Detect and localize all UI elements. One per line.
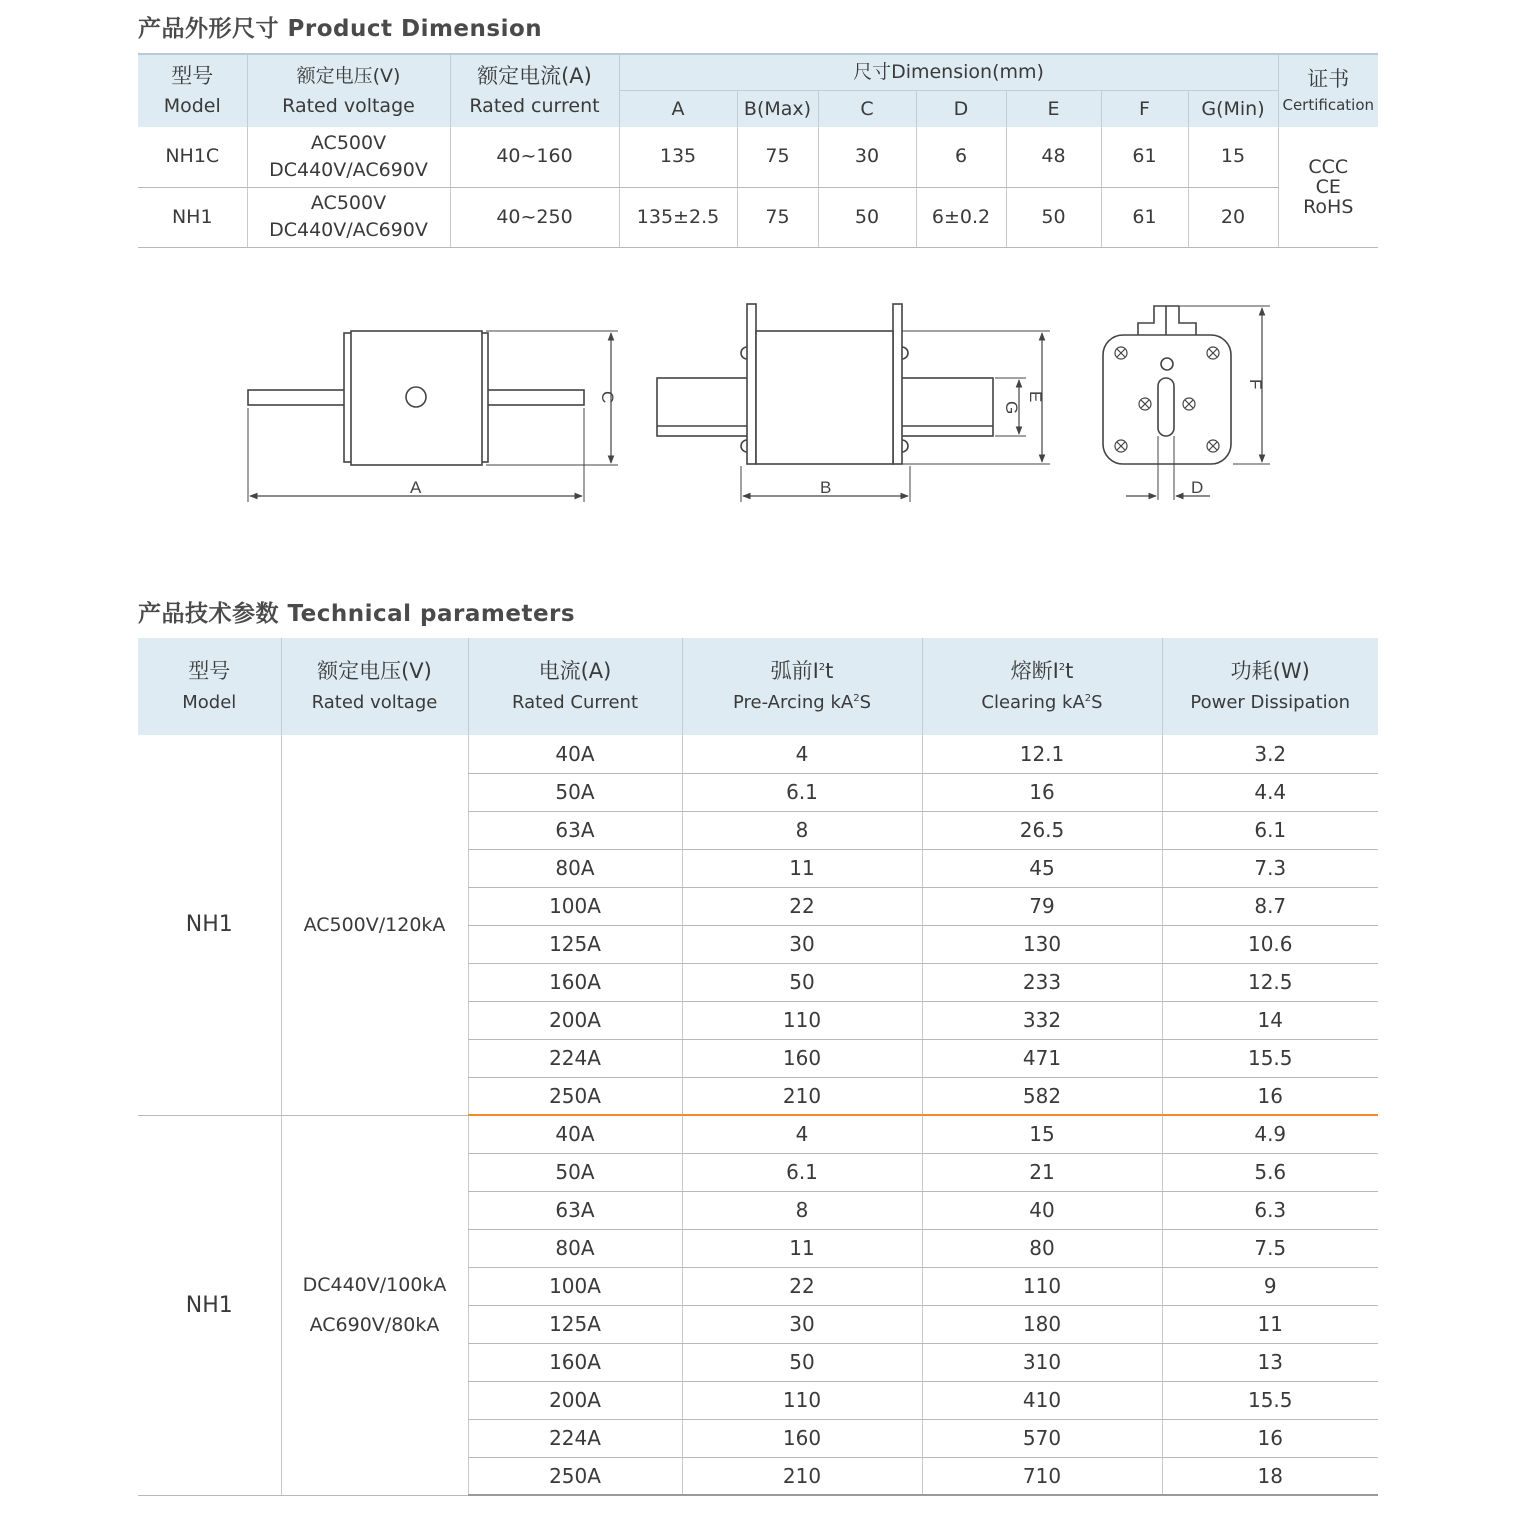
clearing-cell: 570: [922, 1419, 1162, 1457]
power-cell: 10.6: [1162, 925, 1378, 963]
clearing-cell: 180: [922, 1305, 1162, 1343]
current-cell: 160A: [468, 963, 682, 1001]
clearing-cell: 26.5: [922, 811, 1162, 849]
clearing-cell: 130: [922, 925, 1162, 963]
table-row: [138, 735, 1378, 773]
power-cell: 13: [1162, 1343, 1378, 1381]
header-power-dissipation: 功耗(W) Power Dissipation: [1162, 638, 1378, 735]
header-certification: 证书 Certification: [1278, 54, 1378, 127]
dim-cell: 6±0.2: [916, 187, 1006, 247]
dim-cell: 75: [737, 127, 818, 187]
clearing-cell: 80: [922, 1229, 1162, 1267]
dim-cell: 6: [916, 127, 1006, 187]
label-dim-e: E: [1026, 391, 1045, 403]
power-cell: 11: [1162, 1305, 1378, 1343]
current-cell: 125A: [468, 925, 682, 963]
clearing-cell: 471: [922, 1039, 1162, 1077]
power-cell: 9: [1162, 1267, 1378, 1305]
clearing-cell: 45: [922, 849, 1162, 887]
dim-cell: 61: [1101, 127, 1188, 187]
header-dim-b: B(Max): [737, 90, 818, 127]
current-cell: 200A: [468, 1001, 682, 1039]
current-cell: 50A: [468, 773, 682, 811]
current-cell: 200A: [468, 1381, 682, 1419]
front-view-drawing: [248, 331, 618, 502]
voltage-line: AC690V/80kA: [309, 1314, 440, 1336]
header-clearing: 熔断$I^2t$ Clearing $kA^2S$: [922, 638, 1162, 735]
clearing-cell: 710: [922, 1457, 1162, 1495]
power-cell: 15.5: [1162, 1381, 1378, 1419]
clearing-cell: 12.1: [922, 735, 1162, 773]
power-cell: 16: [1162, 1419, 1378, 1457]
header-rated-voltage: 额定电压(V) Rated voltage: [281, 638, 468, 735]
current-cell: 40~250: [450, 187, 619, 247]
current-cell: 50A: [468, 1153, 682, 1191]
header-rated-current: 电流(A) Rated Current: [468, 638, 682, 735]
header-dim-g: G(Min): [1188, 90, 1278, 127]
power-cell: 6.3: [1162, 1191, 1378, 1229]
current-cell: 250A: [468, 1457, 682, 1495]
power-cell: 3.2: [1162, 735, 1378, 773]
voltage-cell: AC500V DC440V/AC690V: [247, 127, 450, 187]
header-dim-f: F: [1101, 90, 1188, 127]
pre-arcing-cell: 4: [682, 735, 922, 773]
pre-arcing-cell: 6.1: [682, 773, 922, 811]
power-cell: 14: [1162, 1001, 1378, 1039]
cert-rohs: RoHS: [1303, 195, 1354, 218]
pre-arcing-cell: 8: [682, 811, 922, 849]
clearing-cell: 310: [922, 1343, 1162, 1381]
clearing-cell: 332: [922, 1001, 1162, 1039]
voltage-cell: [281, 1115, 468, 1495]
clearing-cell: 16: [922, 773, 1162, 811]
current-cell: 63A: [468, 811, 682, 849]
pre-arcing-cell: 110: [682, 1001, 922, 1039]
clearing-cell: 582: [922, 1077, 1162, 1115]
dim-cell: 75: [737, 187, 818, 247]
pre-arcing-cell: 22: [682, 1267, 922, 1305]
pre-arcing-cell: 160: [682, 1419, 922, 1457]
power-cell: 12.5: [1162, 963, 1378, 1001]
dimension-section-title: 产品外形尺寸 Product Dimension: [138, 16, 543, 42]
label-dim-g: G: [1002, 401, 1021, 415]
header-rated-voltage: 额定电压(V) Rated voltage: [247, 54, 450, 127]
current-cell: 224A: [468, 1419, 682, 1457]
current-cell: 160A: [468, 1343, 682, 1381]
current-cell: 224A: [468, 1039, 682, 1077]
clearing-cell: 110: [922, 1267, 1162, 1305]
label-dim-b: B: [820, 478, 832, 497]
clearing-cell: 410: [922, 1381, 1162, 1419]
dim-cell: 30: [818, 127, 916, 187]
pre-arcing-cell: 50: [682, 963, 922, 1001]
table-row: [138, 1115, 1378, 1153]
dim-cell: 48: [1006, 127, 1101, 187]
current-cell: 100A: [468, 1267, 682, 1305]
voltage-cell: [281, 735, 468, 1115]
power-cell: 4.4: [1162, 773, 1378, 811]
cert-ce: CE: [1315, 175, 1341, 198]
clearing-cell: 40: [922, 1191, 1162, 1229]
pre-arcing-cell: 8: [682, 1191, 922, 1229]
power-cell: 15.5: [1162, 1039, 1378, 1077]
current-cell: 80A: [468, 1229, 682, 1267]
label-dim-f: F: [1246, 379, 1265, 390]
dim-cell: 50: [1006, 187, 1101, 247]
power-cell: 18: [1162, 1457, 1378, 1495]
power-cell: 8.7: [1162, 887, 1378, 925]
voltage-line: AC500V/120kA: [303, 913, 446, 936]
pre-arcing-cell: 210: [682, 1077, 922, 1115]
current-cell: 250A: [468, 1077, 682, 1115]
certification-cell: [1278, 127, 1378, 247]
current-cell: 40A: [468, 735, 682, 773]
power-cell: 16: [1162, 1077, 1378, 1115]
pre-arcing-cell: 30: [682, 925, 922, 963]
dim-cell: 15: [1188, 127, 1278, 187]
table-row: [138, 127, 1378, 187]
pre-arcing-cell: 11: [682, 849, 922, 887]
label-dim-d: D: [1191, 478, 1204, 497]
current-cell: 80A: [468, 849, 682, 887]
dim-cell: 135±2.5: [619, 187, 737, 247]
pre-arcing-cell: 50: [682, 1343, 922, 1381]
clearing-cell: 233: [922, 963, 1162, 1001]
header-dimension: 尺寸Dimension(mm): [619, 54, 1278, 90]
label-dim-a: A: [410, 478, 422, 497]
clearing-cell: 79: [922, 887, 1162, 925]
header-dim-c: C: [818, 90, 916, 127]
pre-arcing-cell: 22: [682, 887, 922, 925]
table-row: [138, 187, 1378, 247]
power-cell: 6.1: [1162, 811, 1378, 849]
current-cell: 125A: [468, 1305, 682, 1343]
clearing-cell: 15: [922, 1115, 1162, 1153]
side-view-drawing: [657, 304, 1050, 502]
end-view-drawing: [1103, 306, 1270, 500]
voltage-line: DC440V/100kA: [302, 1274, 447, 1296]
dim-cell: 20: [1188, 187, 1278, 247]
dimension-table: [138, 53, 1378, 248]
pre-arcing-cell: 6.1: [682, 1153, 922, 1191]
dim-cell: 135: [619, 127, 737, 187]
pre-arcing-cell: 4: [682, 1115, 922, 1153]
label-dim-c: C: [598, 391, 617, 404]
power-cell: 4.9: [1162, 1115, 1378, 1153]
clearing-cell: 21: [922, 1153, 1162, 1191]
header-model: 型号 Model: [138, 54, 247, 127]
pre-arcing-cell: 160: [682, 1039, 922, 1077]
header-dim-e: E: [1006, 90, 1101, 127]
fuse-dimension-drawings: [0, 290, 1516, 520]
header-dim-a: A: [619, 90, 737, 127]
dim-cell: 61: [1101, 187, 1188, 247]
power-cell: 7.5: [1162, 1229, 1378, 1267]
model-cell: NH1: [138, 187, 247, 247]
pre-arcing-cell: 30: [682, 1305, 922, 1343]
voltage-cell: AC500V DC440V/AC690V: [247, 187, 450, 247]
current-cell: 40A: [468, 1115, 682, 1153]
header-rated-current: 额定电流(A) Rated current: [450, 54, 619, 127]
header-dim-d: D: [916, 90, 1006, 127]
power-cell: 7.3: [1162, 849, 1378, 887]
header-pre-arcing: 弧前$I^2t$ Pre-Arcing $kA^2S$: [682, 638, 922, 735]
model-cell: NH1: [138, 1115, 281, 1495]
pre-arcing-cell: 210: [682, 1457, 922, 1495]
header-model: 型号 Model: [138, 638, 281, 735]
current-cell: 63A: [468, 1191, 682, 1229]
power-cell: 5.6: [1162, 1153, 1378, 1191]
technical-parameters-table: [138, 638, 1378, 1496]
current-cell: 100A: [468, 887, 682, 925]
pre-arcing-cell: 11: [682, 1229, 922, 1267]
cert-ccc: CCC: [1308, 155, 1349, 178]
current-cell: 40~160: [450, 127, 619, 187]
pre-arcing-cell: 110: [682, 1381, 922, 1419]
dim-cell: 50: [818, 187, 916, 247]
tech-section-title: 产品技术参数 Technical parameters: [138, 601, 576, 627]
model-cell: NH1C: [138, 127, 247, 187]
model-cell: NH1: [138, 735, 281, 1115]
